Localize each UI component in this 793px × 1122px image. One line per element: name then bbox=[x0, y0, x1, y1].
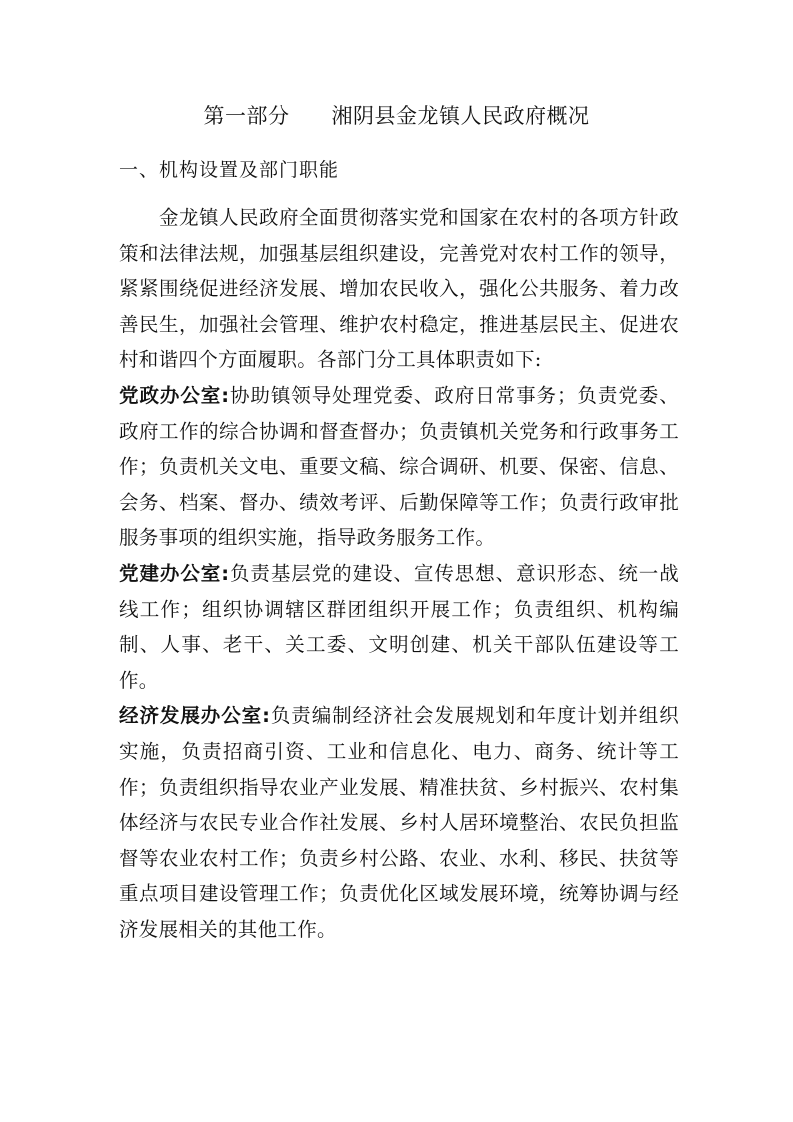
intro-paragraph: 金龙镇人民政府全面贯彻落实党和国家在农村的各项方针政策和法律法规，加强基层组织建设，完善党对农村工作的领导，紧紧围绕促进经济发展、增加农民收入，强化公共服务、着力改善民生，加强社会管理、维护农村稳定，推进基层民主、促进农村和谐四个方面履职。各部门分工具体职责如下: bbox=[119, 206, 679, 372]
section-heading: 一、机构设置及部门职能 bbox=[119, 159, 340, 181]
department-duties: 负责基层党的建设、宣传思想、意识形态、统一战线工作；组织协调辖区群团组织开展工作；负责组织、机构编制、人事、老干、关工委、文明创建、机关干部队伍建设等工作。 bbox=[119, 561, 679, 692]
document-title bbox=[0, 100, 793, 132]
department-name: 党政办公室: bbox=[119, 383, 230, 407]
department-name: 党建办公室: bbox=[119, 561, 230, 585]
department-duties: 协助镇领导处理党委、政府日常事务；负责党委、政府工作的综合协调和督查督办；负责镇机关党务和行政事务工作；负责机关文电、重要文稿、综合调研、机要、保密、信息、会务、档案、督办、绩效考评、后勤保障等工作；负责行政审批服务事项的组织实施，指导政务服务工作。 bbox=[119, 383, 679, 550]
department-paragraph bbox=[119, 556, 679, 698]
title-part: 第一部分 bbox=[203, 104, 290, 128]
title-text: 湘阴县金龙镇人民政府概况 bbox=[331, 104, 590, 128]
document-body bbox=[119, 200, 679, 947]
department-duties: 负责编制经济社会发展规划和年度计划并组织实施，负责招商引资、工业和信息化、电力、商务、统计等工作；负责组织指导农业产业发展、精准扶贫、乡村振兴、农村集体经济与农民专业合作社发展、乡村人居环境整治、农民负担监督等农业农村工作；负责乡村公路、农业、水利、移民、扶贫等重点项目建设管理工作；负责优化区域发展环境，统筹协调与经济发展相关的其他工作。 bbox=[119, 704, 679, 941]
department-paragraph bbox=[119, 378, 679, 556]
department-paragraph bbox=[119, 698, 679, 947]
department-name: 经济发展办公室: bbox=[119, 704, 271, 728]
